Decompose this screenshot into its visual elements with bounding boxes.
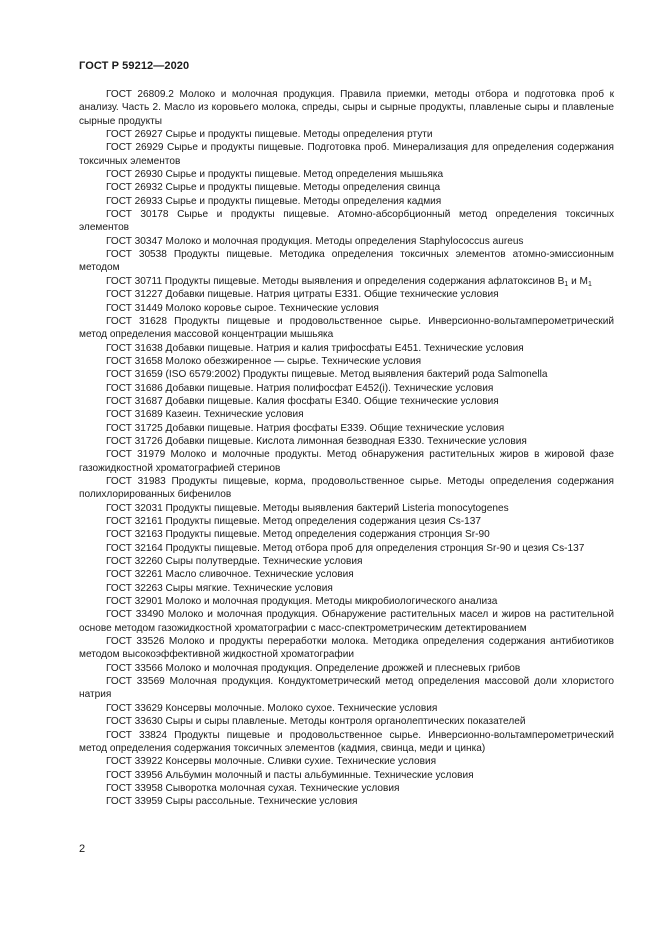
subscript: 1	[564, 280, 569, 288]
conjunction-text: и M	[568, 275, 588, 287]
reference-entry: ГОСТ 33566 Молоко и молочная продукция. Определение дрожжей и плесневых грибов	[106, 662, 521, 674]
reference-entry: ГОСТ 33526 Молоко и продукты переработки молока. Методика определения содержания антибиотиков методом высокоэффективной жидкостной хроматографии	[79, 636, 614, 661]
page-number: 2	[79, 843, 86, 855]
reference-entry: ГОСТ 31659 (ISO 6579:2002) Продукты пищевые. Метод выявления бактерий рода Salmonella	[106, 369, 548, 381]
reference-entry: ГОСТ 33824 Продукты пищевые и продовольственное сырье. Инверсионно-вольтамперометрический метод определения содержания токсичных элементов (кадмия, свинца, меди и цинка)	[79, 729, 614, 754]
reference-entry: ГОСТ 32163 Продукты пищевые. Метод определения содержания стронция Sr-90	[106, 529, 490, 541]
reference-entry: ГОСТ 32261 Масло сливочное. Технические условия	[106, 569, 354, 581]
reference-entry: ГОСТ 31979 Молоко и молочные продукты. Метод обнаружения растительных жиров в жировой фазе газожидкостной хроматографией стеринов	[79, 449, 614, 474]
reference-entry: ГОСТ 31689 Казеин. Технические условия	[106, 409, 304, 421]
subscript: 1	[587, 280, 592, 288]
reference-entry: ГОСТ 33630 Сыры и сыры плавленые. Методы контроля органолептических показателей	[106, 716, 526, 728]
reference-entry: ГОСТ 33956 Альбумин молочный и пасты альбуминные. Технические условия	[106, 769, 474, 781]
document-header: ГОСТ Р 59212—2020	[79, 60, 190, 72]
reference-entry: ГОСТ 31726 Добавки пищевые. Кислота лимонная безводная Е330. Технические условия	[106, 435, 527, 447]
reference-entry: ГОСТ 33629 Консервы молочные. Молоко сухое. Технические условия	[106, 702, 438, 714]
reference-entry: ГОСТ 26930 Сырье и продукты пищевые. Метод определения мышьяка	[106, 169, 444, 181]
reference-entry: ГОСТ 26929 Сырье и продукты пищевые. Подготовка проб. Минерализация для определения содержания токсичных элементов	[79, 142, 614, 167]
reference-entry: ГОСТ 26933 Сырье и продукты пищевые. Методы определения кадмия	[106, 195, 442, 207]
reference-entry-aflatoxin	[79, 275, 614, 288]
reference-entry: ГОСТ 32260 Сыры полутвердые. Технические условия	[106, 556, 363, 568]
reference-entry: ГОСТ 26932 Сырье и продукты пищевые. Методы определения свинца	[106, 182, 441, 194]
reference-entry: ГОСТ 31449 Молоко коровье сырое. Технические условия	[106, 302, 379, 314]
reference-entry: ГОСТ 33569 Молочная продукция. Кондуктометрический метод определения массовой доли хлористого натрия	[79, 676, 614, 701]
reference-entry: ГОСТ 32263 Сыры мягкие. Технические условия	[106, 582, 333, 594]
reference-entry: ГОСТ 31725 Добавки пищевые. Натрия фосфаты Е339. Общие технические условия	[106, 422, 505, 434]
reference-entry: ГОСТ 33490 Молоко и молочная продукция. Обнаружение растительных масел и жиров на растительной основе методом газожидкостной хроматографии с масс-спектрометрическим детектированием	[79, 609, 614, 634]
reference-entry: ГОСТ 30538 Продукты пищевые. Методика определения токсичных элементов атомно-эмиссионным методом	[79, 249, 614, 274]
reference-entry-text: ГОСТ 30711 Продукты пищевые. Методы выявления и определения содержания афлатоксинов B	[106, 275, 565, 287]
references-list	[79, 88, 614, 809]
reference-entry: ГОСТ 33959 Сыры рассольные. Технические условия	[106, 796, 358, 808]
reference-entry: ГОСТ 31227 Добавки пищевые. Натрия цитраты Е331. Общие технические условия	[106, 289, 499, 301]
reference-entry: ГОСТ 26927 Сырье и продукты пищевые. Методы определения ртути	[106, 129, 433, 141]
reference-entry: ГОСТ 31658 Молоко обезжиренное — сырье. Технические условия	[106, 355, 422, 367]
reference-entry: ГОСТ 32164 Продукты пищевые. Метод отбора проб для определения стронция Sr-90 и цезия Cs-137	[106, 542, 585, 554]
reference-entry: ГОСТ 31638 Добавки пищевые. Натрия и калия трифосфаты Е451. Технические условия	[106, 342, 524, 354]
reference-entry: ГОСТ 30347 Молоко и молочная продукция. Методы определения Staphylococcus aureus	[106, 235, 524, 247]
reference-entry: ГОСТ 32031 Продукты пищевые. Методы выявления бактерий Listeria monocytogenes	[106, 502, 509, 514]
reference-entry: ГОСТ 32161 Продукты пищевые. Метод определения содержания цезия Cs-137	[106, 516, 481, 527]
reference-entry: ГОСТ 33958 Сыворотка молочная сухая. Технические условия	[106, 782, 400, 794]
reference-entry: ГОСТ 31628 Продукты пищевые и продовольственное сырье. Инверсионно-вольтамперометрический метод определения массовой концентрации мышьяка	[79, 315, 614, 341]
reference-entry: ГОСТ 32901 Молоко и молочная продукция. Методы микробиологического анализа	[106, 596, 498, 608]
reference-entry: ГОСТ 31687 Добавки пищевые. Калия фосфаты Е340. Общие технические условия	[106, 395, 499, 407]
reference-entry: ГОСТ 26809.2 Молоко и молочная продукция. Правила приемки, методы отбора и подготовка проб к анализу. Часть 2. Масло из коровьего молока, спреды, сыры и сырные продукты, плавленые сыры и плавленые сырные продукты	[79, 89, 614, 127]
reference-entry: ГОСТ 31983 Продукты пищевые, корма, продовольственное сырье. Методы определения содержания полихлорированных бифенилов	[79, 475, 614, 501]
reference-entry: ГОСТ 31686 Добавки пищевые. Натрия полифосфат Е452(i). Технические условия	[106, 382, 494, 394]
reference-entry: ГОСТ 33922 Консервы молочные. Сливки сухие. Технические условия	[106, 756, 437, 768]
reference-entry: ГОСТ 30178 Сырье и продукты пищевые. Атомно-абсорбционный метод определения токсичных элементов	[79, 209, 614, 234]
